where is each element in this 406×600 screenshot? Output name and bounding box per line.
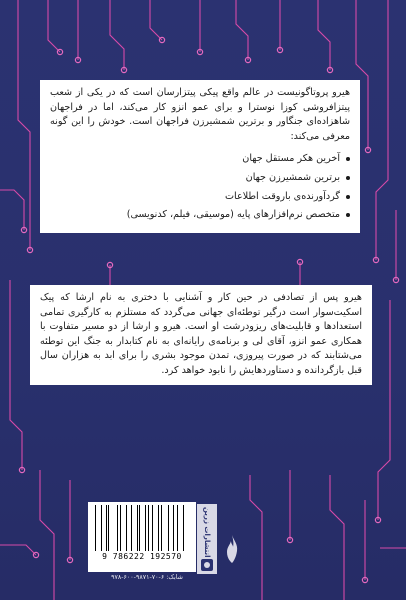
intro-panel — [40, 80, 360, 233]
isbn-text: شابک: ۶-۷۰-۹۸۷۱-۶۰۰-۹۷۸ — [111, 574, 183, 581]
barcode-bars — [92, 505, 192, 551]
flame-icon — [225, 535, 239, 563]
feature-item: متخصص نرم‌افزارهای پایه (موسیقی، فیلم، کدنویسی) — [50, 208, 350, 223]
feature-item: گردآورنده‌ی باروقت اطلاعات — [50, 190, 350, 205]
intro-paragraph: هیرو پروتاگونیست در عالم واقع پیکی پیتزارسان است که در یکی از شعب پیتزافروشی کوزا نوسترا و برای عمو انزو کار می‌کند، اما در فراجهان شاهزاده‌ای جنگاور و برترین شمشیرزن فراجهان است. خودش را این گونه معرفی می‌کند: — [50, 87, 350, 142]
feature-list — [50, 152, 350, 222]
feature-item: آخرین هکر مستقل جهان — [50, 152, 350, 167]
story-panel — [30, 285, 372, 385]
feature-item: برترین شمشیرزن جهان — [50, 171, 350, 186]
barcode-number: 9 786222 192570 — [102, 552, 182, 561]
barcode — [88, 502, 196, 572]
publisher-logo — [197, 504, 217, 574]
publisher-logo-text: انتشارات زرین — [203, 507, 211, 558]
publisher-mark-icon — [201, 559, 213, 571]
story-paragraph: هیرو پس از تصادفی در حین کار و آشنایی با دختری به نام ارشا که پیک اسکیت‌سوار است درگیر توطئه‌ای جهانی می‌گردد که مستلزم به کارگیری تمامی استعدادها و قابلیت‌های ریزودرشت او است. هیرو و ارشا از دو مسیر متفاوت با همکاری عمو انزو، آقای لی و برنامه‌ی رایانه‌ای به نام کتابدار به جنگ این توطئه می‌شتابند که در صورت پیروزی، تمدن موجود بشری را برای ابد به هزاران سال قبل بازگردانده و دستاوردهایش را نابود خواهد کرد. — [40, 292, 362, 376]
